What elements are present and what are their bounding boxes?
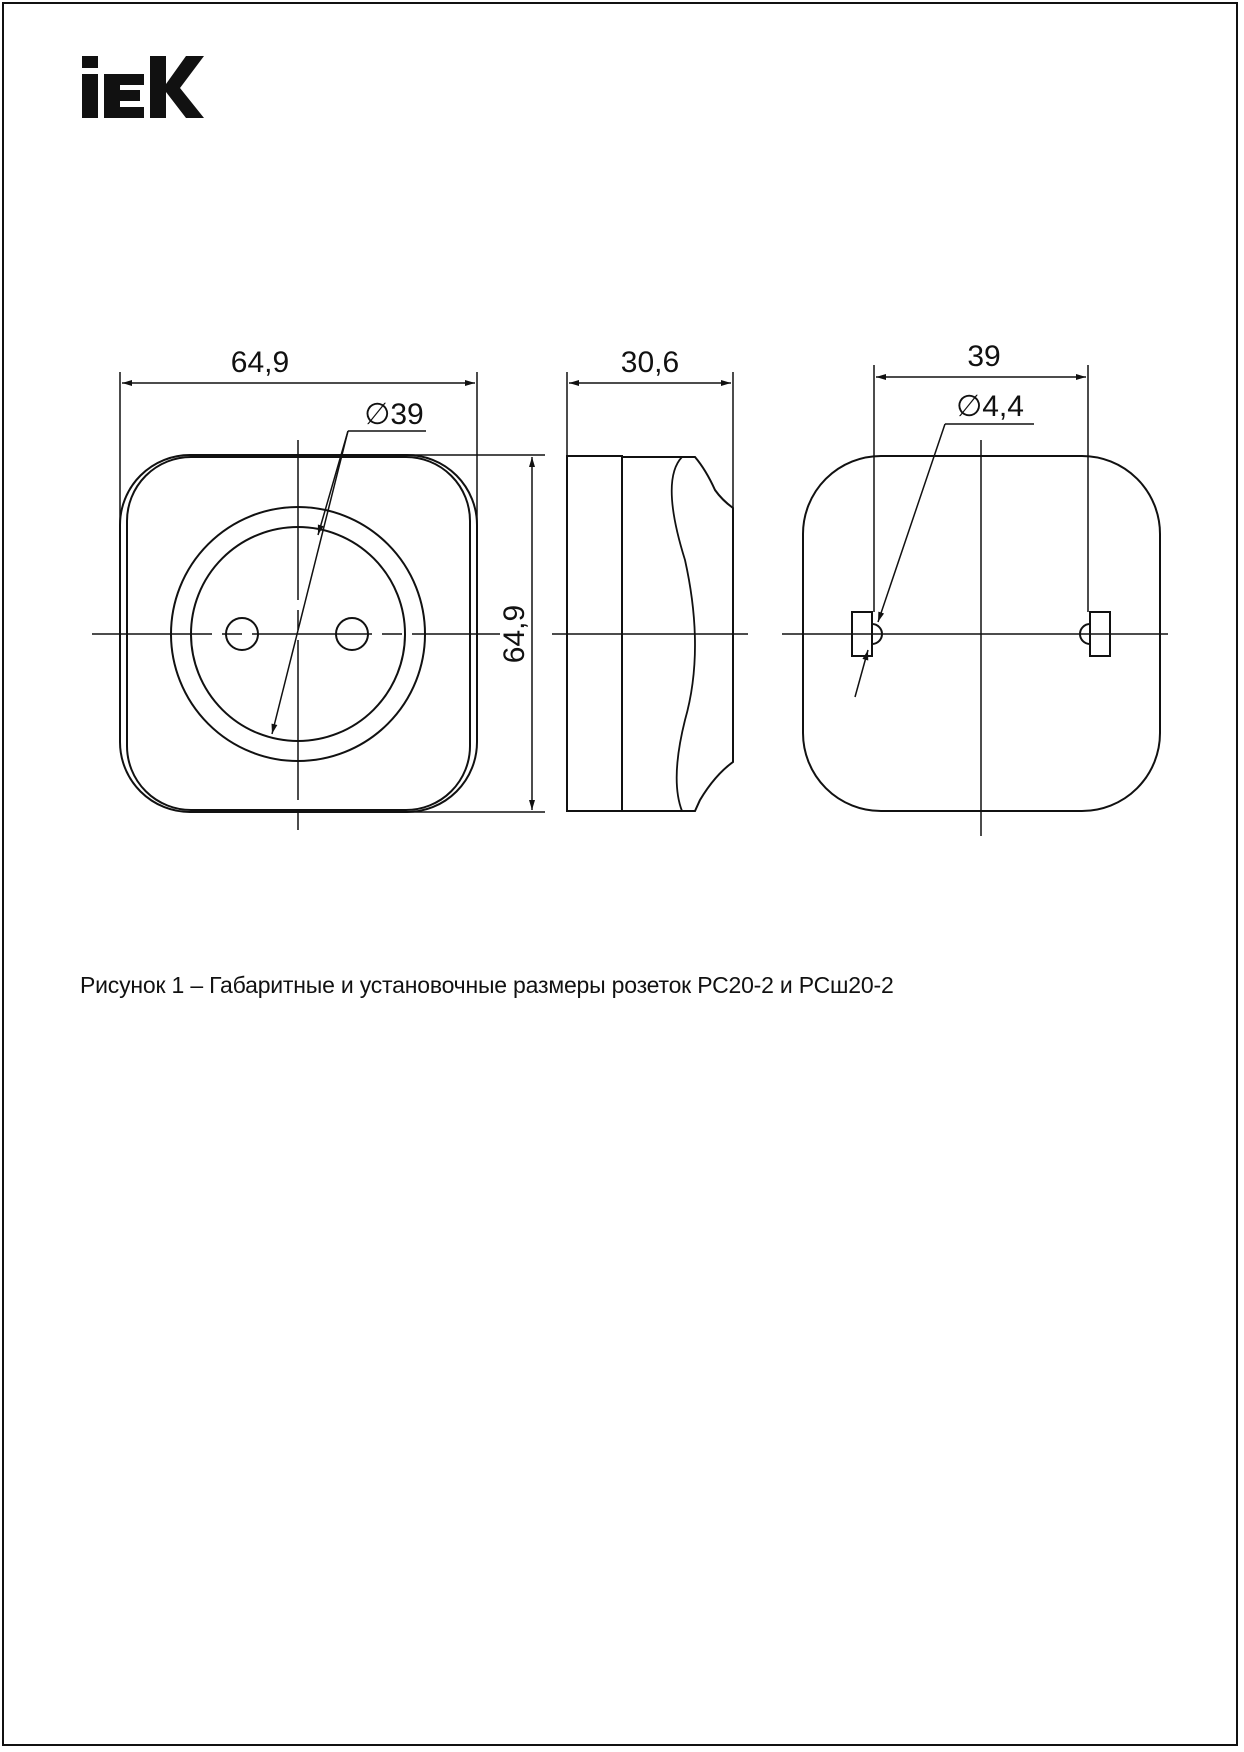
front-height-label: 64,9 xyxy=(498,604,531,664)
front-diameter-label: ∅39 xyxy=(364,398,424,431)
front-width-label: 64,9 xyxy=(230,346,290,379)
side-view xyxy=(552,372,748,811)
diameter-leader xyxy=(272,431,348,734)
side-depth-label: 30,6 xyxy=(620,346,680,379)
hole-leader xyxy=(878,424,945,622)
back-view xyxy=(782,365,1168,836)
back-hole-label: ∅4,4 xyxy=(956,390,1024,423)
front-view xyxy=(92,372,545,836)
back-spacing-label: 39 xyxy=(967,340,1001,373)
figure-caption: Рисунок 1 – Габаритные и установочные размеры розеток РС20-2 и РСш20-2 xyxy=(80,972,894,998)
